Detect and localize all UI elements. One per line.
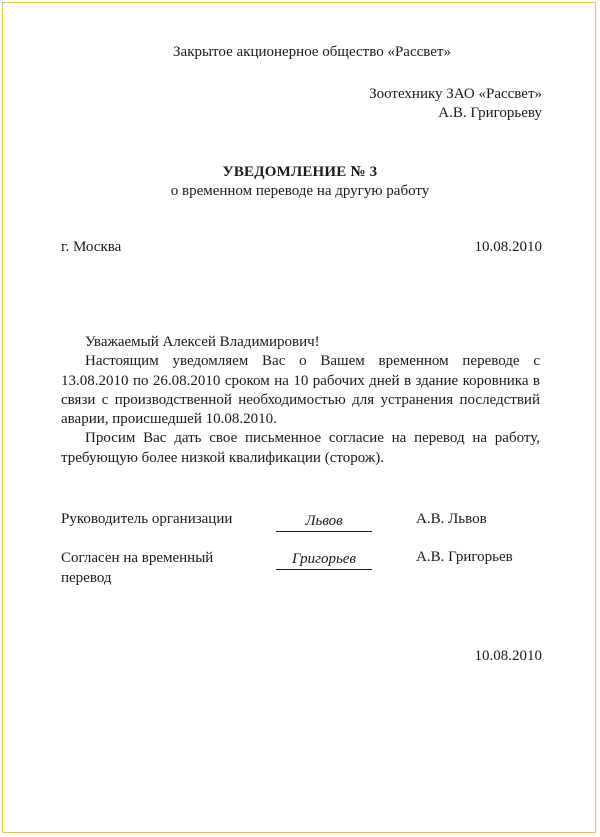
paragraph-request: Просим Вас дать свое письменное согласие на перевод на работу, требующую более низкой квалификации (сторож). [61,430,540,466]
document-subtitle: о временном переводе на другую работу [170,183,430,199]
signature-label-employee: Согласен на временный перевод [61,550,214,586]
salutation: Уважаемый Алексей Владимирович! [85,334,320,350]
paragraph-notice: Настоящим уведомляем Вас о Вашем временном переводе с 13.08.2010 по 26.08.2010 сроком на 10 рабочих дней в здание коровника в связи с производственной необходимостью для устранения последствий аварии, происшедшей 10.08.2010. [61,353,540,428]
signature-employee: Григорьев [276,550,372,570]
addressee-position: Зоотехнику ЗАО «Рассвет» [369,86,542,102]
signature-name-employee: А.В. Григорьев [416,549,513,565]
document-date: 10.08.2010 [474,239,542,255]
document-city: г. Москва [61,239,122,255]
document-body [61,333,540,468]
signature-date: 10.08.2010 [474,648,542,664]
addressee-name: А.В. Григорьеву [438,105,542,121]
organization-name: Закрытое акционерное общество «Рассвет» [173,44,451,60]
signature-name-director: А.В. Львов [416,511,487,527]
signature-label-director: Руководитель организации [61,511,233,527]
document-title: УВЕДОМЛЕНИЕ № 3 [222,164,378,180]
signature-director: Львов [276,512,372,532]
